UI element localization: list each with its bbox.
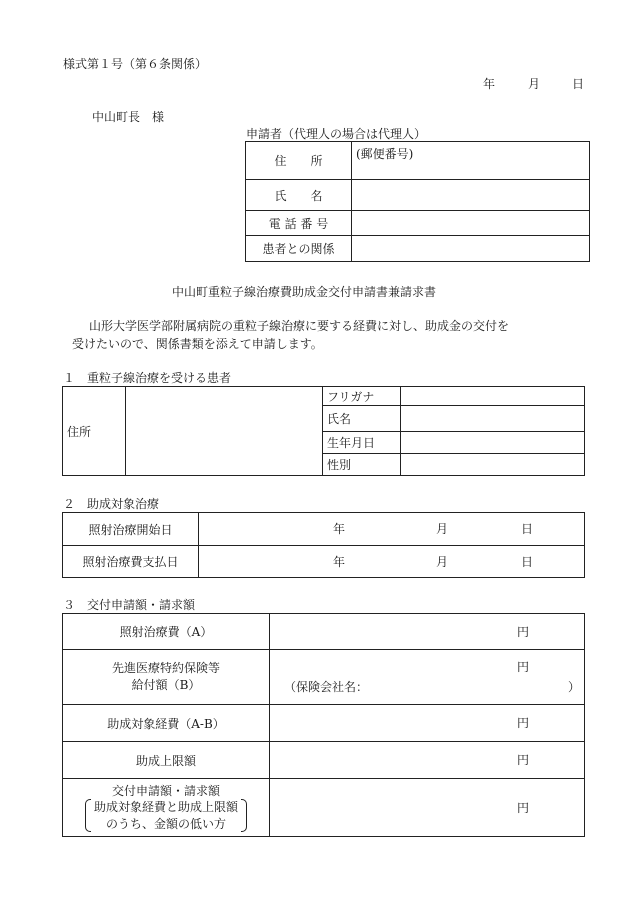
left-bracket [85,799,91,831]
doc-title: 中山町重粒子線治療費助成金交付申請書兼請求書 [172,285,437,299]
patient-name-field[interactable] [401,406,585,432]
applicant-phone-field[interactable] [352,211,590,236]
applicant-heading: 申請者（代理人の場合は代理人） [246,127,427,141]
amount-table [62,613,585,837]
cost-a-yen: 円 [517,624,530,639]
patient-address-label: 住所 [63,387,126,476]
intro-line-1: 山形大学医学部附属病院の重粒子線治療に要する経費に対し、助成金の交付を [89,319,510,333]
start-month-label: 月 [436,522,449,536]
addressee: 中山町長 様 [92,110,165,124]
treatment-table [62,512,585,578]
applicant-name-field[interactable] [352,180,590,211]
cost-a-label: 照射治療費（A） [63,614,270,650]
patient-birthdate-field[interactable] [401,432,585,454]
postal-code-label: (郵便番号) [356,147,414,161]
subject-cost-label: 助成対象経費（A-B） [63,705,270,742]
patient-sex-field[interactable] [401,454,585,476]
subject-cost-yen: 円 [517,716,530,730]
applicant-relation-label: 患者との関係 [246,236,352,262]
section3-heading: ３ 交付申請額・請求額 [63,598,196,612]
date-month-label: 月 [528,77,541,91]
patient-name-label: 氏名 [323,406,401,432]
payment-month-label: 月 [436,554,449,569]
right-bracket [241,799,247,831]
request-note [85,799,247,831]
applicant-address-field[interactable] [352,142,590,180]
limit-label: 助成上限額 [63,742,270,779]
intro-line-2: 受けたいので、関係書類を添えて申請します。 [72,337,323,351]
section1-heading: １ 重粒子線治療を受ける患者 [63,371,232,385]
benefit-b-yen: 円 [517,660,530,674]
limit-field[interactable] [270,742,585,779]
treatment-payment-label: 照射治療費支払日 [63,546,199,578]
payment-year-label: 年 [333,554,346,569]
applicant-address-label: 住 所 [246,142,352,180]
treatment-start-label: 照射治療開始日 [63,513,199,546]
benefit-b-field[interactable] [270,650,585,705]
cost-a-field[interactable] [270,614,585,650]
patient-furigana-label: フリガナ [323,387,401,406]
patient-address-field[interactable] [126,387,323,476]
limit-yen: 円 [517,753,530,767]
patient-sex-label: 性別 [323,454,401,476]
insurer-label: （保険会社名： [284,680,369,694]
start-year-label: 年 [333,522,346,536]
request-line3: のうち、金額の低い方 [105,816,226,831]
benefit-b-line1: 先進医療特約保険等 [111,660,220,675]
treatment-start-date[interactable] [199,513,585,546]
subject-cost-field[interactable] [270,705,585,742]
start-day-label: 日 [521,522,534,536]
patient-birthdate-label: 生年月日 [323,432,401,454]
form-number: 様式第１号（第６条関係） [63,57,208,71]
applicant-table [245,141,590,262]
benefit-b-label [63,650,270,705]
request-yen: 円 [517,800,530,815]
applicant-phone-label: 電 話 番 号 [246,211,352,236]
request-line1: 交付申請額・請求額 [111,784,220,799]
applicant-name-label: 氏 名 [246,180,352,211]
request-amount-label [63,779,270,837]
request-amount-field[interactable] [270,779,585,837]
patient-table [62,386,585,476]
section2-heading: ２ 助成対象治療 [63,497,160,511]
patient-furigana-field[interactable] [401,387,585,406]
request-line2: 助成対象経費と助成上限額 [93,800,238,815]
insurer-close: ） [568,680,581,694]
date-year-label: 年 [483,77,496,91]
payment-day-label: 日 [521,554,534,569]
treatment-payment-date[interactable] [199,546,585,578]
benefit-b-line2: 給付額（B） [131,678,201,692]
date-day-label: 日 [572,77,585,91]
applicant-relation-field[interactable] [352,236,590,262]
